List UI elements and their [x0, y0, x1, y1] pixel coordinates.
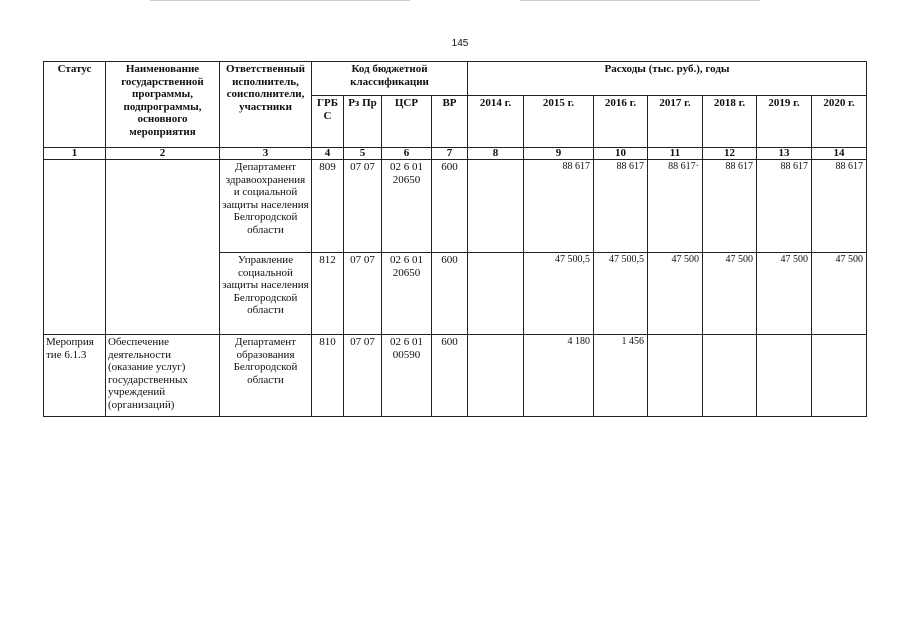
- executor-cell: Управление социальной защиты населения Белгородской области: [220, 253, 312, 335]
- header-name: Наименование государственной программы, подпрограммы, основного мероприятия: [106, 62, 220, 148]
- column-number-row: [44, 148, 867, 160]
- value-cell: 47 500,5: [594, 253, 648, 335]
- header-budget-code: Код бюджетной классификации: [312, 62, 468, 96]
- header-year: 2017 г.: [648, 96, 703, 148]
- header-vr: ВР: [432, 96, 468, 148]
- header-year: 2016 г.: [594, 96, 648, 148]
- name-cell: [106, 160, 220, 335]
- value-cell: 47 500: [812, 253, 867, 335]
- budget-table: [43, 61, 867, 417]
- header-expenses: Расходы (тыс. руб.), годы: [468, 62, 867, 96]
- value-cell: [468, 335, 524, 417]
- header-year: 2018 г.: [703, 96, 757, 148]
- value-cell: [812, 335, 867, 417]
- value-cell: 47 500: [703, 253, 757, 335]
- column-number: 5: [344, 148, 382, 160]
- column-number: 11: [648, 148, 703, 160]
- column-number: 1: [44, 148, 106, 160]
- csr-cell: 02 6 01 00590: [382, 335, 432, 417]
- column-number: 7: [432, 148, 468, 160]
- value-cell: 88 617: [524, 160, 594, 253]
- value-cell: 47 500: [648, 253, 703, 335]
- value-cell: 47 500: [757, 253, 812, 335]
- vr-cell: 600: [432, 253, 468, 335]
- value-cell: [468, 253, 524, 335]
- vr-cell: 600: [432, 335, 468, 417]
- value-cell: 1 456: [594, 335, 648, 417]
- status-cell: [44, 160, 106, 335]
- header-grbs: ГРБ С: [312, 96, 344, 148]
- table-row: [44, 160, 867, 253]
- name-cell: Обеспечение деятельности (оказание услуг) государственных учреждений (организаций): [106, 335, 220, 417]
- executor-cell: Департамент образования Белгородской области: [220, 335, 312, 417]
- rzpr-cell: 07 07: [344, 160, 382, 253]
- header-year: 2014 г.: [468, 96, 524, 148]
- grbs-cell: 809: [312, 160, 344, 253]
- page-number: 145: [451, 38, 469, 49]
- csr-cell: 02 6 01 20650: [382, 253, 432, 335]
- status-cell: Мероприя тие 6.1.3: [44, 335, 106, 417]
- column-number: 2: [106, 148, 220, 160]
- table-row: [44, 335, 867, 417]
- header-row: [44, 62, 867, 96]
- column-number: 10: [594, 148, 648, 160]
- vr-cell: 600: [432, 160, 468, 253]
- rzpr-cell: 07 07: [344, 335, 382, 417]
- value-cell: [757, 335, 812, 417]
- csr-cell: 02 6 01 20650: [382, 160, 432, 253]
- header-rzpr: Рз Пр: [344, 96, 382, 148]
- rzpr-cell: 07 07: [344, 253, 382, 335]
- value-cell: 88 617: [594, 160, 648, 253]
- value-cell: [703, 335, 757, 417]
- header-year: 2019 г.: [757, 96, 812, 148]
- value-cell: 88 617: [812, 160, 867, 253]
- scan-edge-line: [520, 0, 760, 1]
- value-cell: [648, 335, 703, 417]
- value-cell: 88 617: [757, 160, 812, 253]
- grbs-cell: 812: [312, 253, 344, 335]
- header-year: 2020 г.: [812, 96, 867, 148]
- column-number: 9: [524, 148, 594, 160]
- value-cell: 4 180: [524, 335, 594, 417]
- column-number: 13: [757, 148, 812, 160]
- value-cell: [468, 160, 524, 253]
- header-csr: ЦСР: [382, 96, 432, 148]
- column-number: 6: [382, 148, 432, 160]
- header-executor: Ответственный исполнитель, соисполнители, участники: [220, 62, 312, 148]
- header-year: 2015 г.: [524, 96, 594, 148]
- value-cell: 88 617·: [648, 160, 703, 253]
- column-number: 3: [220, 148, 312, 160]
- scan-edge-line: [150, 0, 410, 1]
- grbs-cell: 810: [312, 335, 344, 417]
- value-cell: 47 500,5: [524, 253, 594, 335]
- header-status: Статус: [44, 62, 106, 148]
- column-number: 4: [312, 148, 344, 160]
- value-cell: 88 617: [703, 160, 757, 253]
- executor-cell: Департамент здравоохранения и социальной защиты населения Белгородской области: [220, 160, 312, 253]
- column-number: 8: [468, 148, 524, 160]
- column-number: 14: [812, 148, 867, 160]
- column-number: 12: [703, 148, 757, 160]
